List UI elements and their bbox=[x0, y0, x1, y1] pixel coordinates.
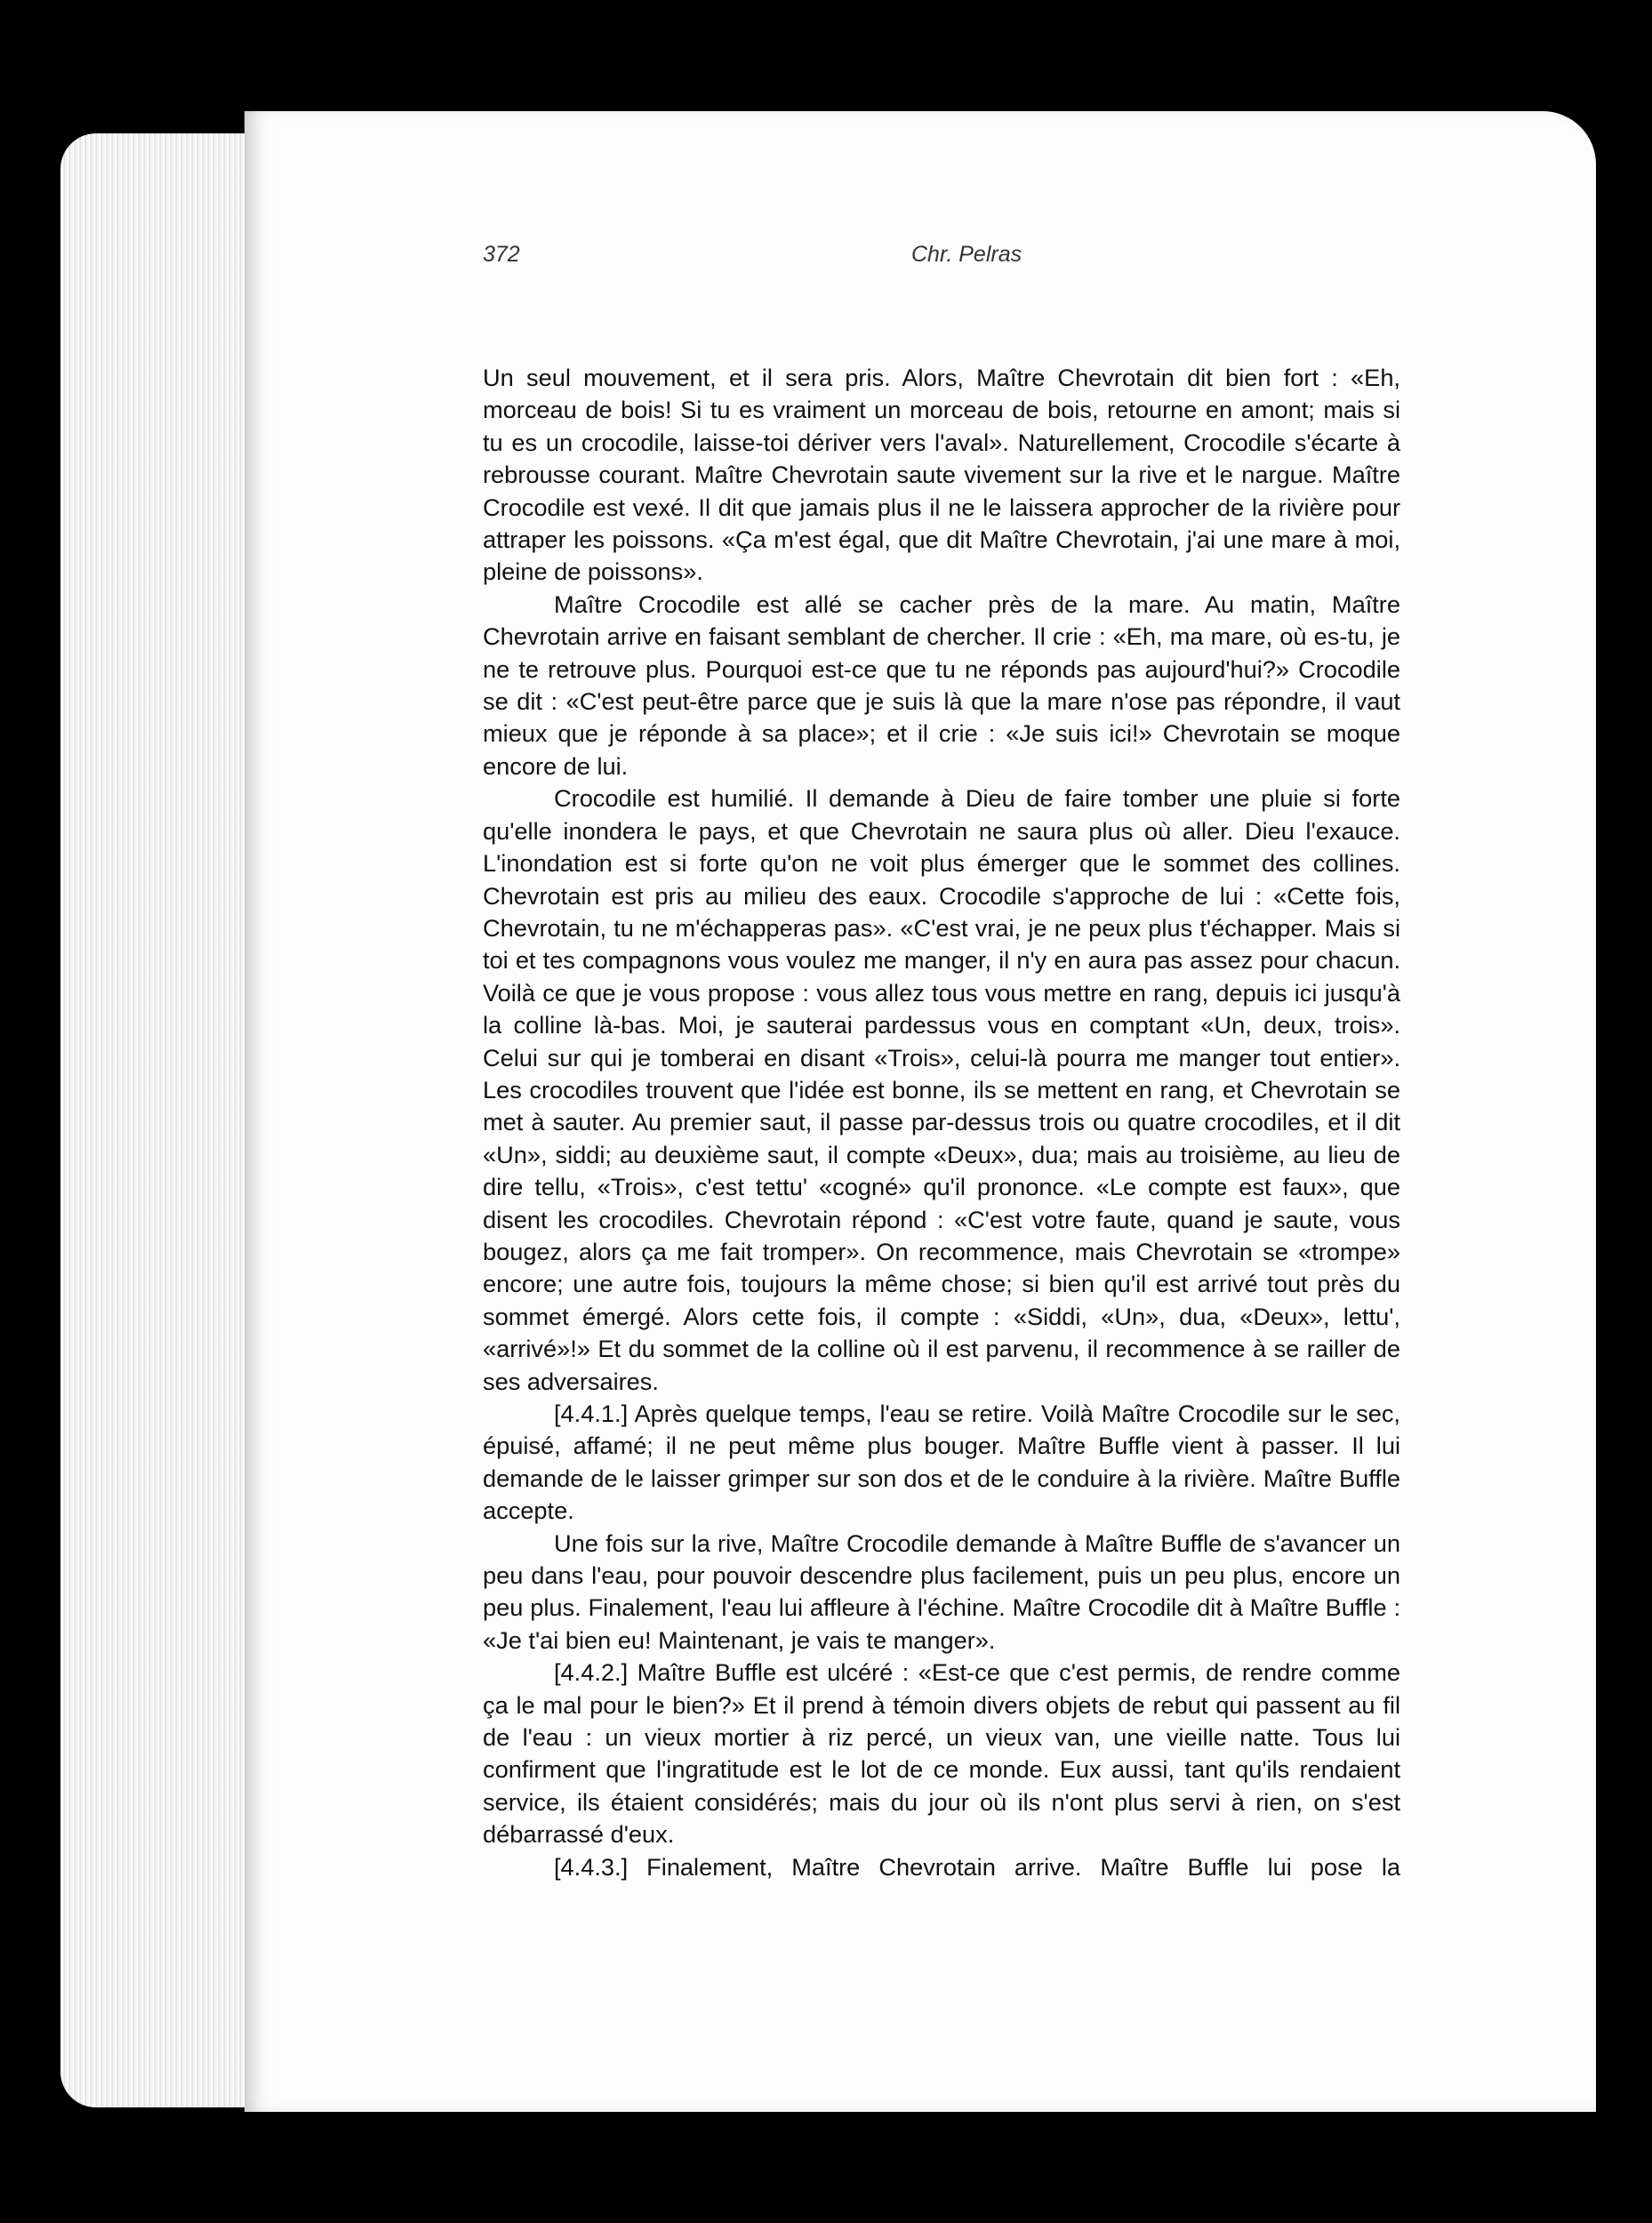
running-head: Chr. Pelras bbox=[911, 242, 1022, 267]
page-number: 372 bbox=[483, 242, 520, 267]
paragraph-5: Une fois sur la rive, Maître Crocodile demande à Maître Buffle de s'avancer un peu dans l'eau, pour pouvoir descendre plus facilement, puis un peu plus, encore un peu plus. Finalement, l'eau lui affleure à l'échine. Maître Crocodile dit à Maître Buffle : «Je t'ai bien eu! Maintenant, je vais te manger». bbox=[483, 1529, 1400, 1654]
paragraph-4: [4.4.1.] Après quelque temps, l'eau se retire. Voilà Maître Crocodile sur le sec, épuisé, affamé; il ne peut même plus bouger. Maître Buffle vient à passer. Il lui demande de le laisser grimper sur son dos et de le conduire à la rivière. Maître Buffle accepte. bbox=[483, 1400, 1400, 1525]
body-text bbox=[483, 362, 1400, 1883]
page-header bbox=[483, 242, 1414, 272]
paragraph-3: Crocodile est humilié. Il demande à Dieu de faire tomber une pluie si forte qu'elle inondera le pays, et que Chevrotain ne saura plus où aller. Dieu l'exauce. L'inondation est si forte qu'on ne voit plus émerger que le sommet des collines. Chevrotain est pris au milieu des eaux. Crocodile s'approche de lui : «Cette fois, Chevrotain, tu ne m'échapperas pas». «C'est vrai, je ne peux plus t'échapper. Mais si toi et tes compagnons vous voulez me manger, il n'y en aura pas assez pour chacun. Voilà ce que je vous propose : vous allez tous vous mettre en rang, depuis ici jusqu'à la colline là-bas. Moi, je sauterai pardessus vous en comptant «Un, deux, trois». Celui sur qui je tomberai en disant «Trois», celui-là pourra me manger tout entier». Les crocodiles trouvent que l'idée est bonne, ils se mettent en rang, et Chevrotain se met à sauter. Au premier saut, il passe par-dessus trois ou quatre crocodiles, et il dit «Un», siddi; au deuxième saut, il compte «Deux», dua; mais au troisième, au lieu de dire tellu, «Trois», c'est tettu' «cogné» qu'il prononce. «Le compte est faux», que disent les crocodiles. Chevrotain répond : «C'est votre faute, quand je saute, vous bougez, alors ça me fait tromper». On recommence, mais Chevrotain se «trompe» encore; une autre fois, toujours la même chose; si bien qu'il est arrivé tout près du sommet émergé. Alors cette fois, il compte : «Siddi, «Un», dua, «Deux», lettu', «arrivé»!» Et du sommet de la colline où il est parvenu, il recommence à se railler de ses adversaires. bbox=[483, 784, 1400, 1395]
paragraph-6: [4.4.2.] Maître Buffle est ulcéré : «Est-ce que c'est permis, de rendre comme ça le mal pour le bien?» Et il prend à témoin divers objets de rebut qui passent au fil de l'eau : un vieux mortier à riz percé, un vieux van, une vieille natte. Tous lui confirment que l'ingratitude est le lot de ce monde. Eux aussi, tant qu'ils rendaient service, ils étaient considérés; mais du jour où ils n'ont plus servi à rien, on s'est débarrassé d'eux. bbox=[483, 1658, 1400, 1849]
paragraph-2: Maître Crocodile est allé se cacher près de la mare. Au matin, Maître Chevrotain arrive en faisant semblant de chercher. Il crie : «Eh, ma mare, où es-tu, je ne te retrouve plus. Pourquoi est-ce que tu ne réponds pas aujourd'hui?» Crocodile se dit : «C'est peut-être parce que je suis là que la mare n'ose pas répondre, il vaut mieux que je réponde à sa place»; et il crie : «Je suis ici!» Chevrotain se moque encore de lui. bbox=[483, 590, 1400, 780]
paragraph-7: [4.4.3.] Finalement, Maître Chevrotain arrive. Maître Buffle lui pose la bbox=[554, 1852, 1400, 1881]
paragraph-1: Un seul mouvement, et il sera pris. Alors, Maître Chevrotain dit bien fort : «Eh, morceau de bois! Si tu es vraiment un morceau de bois, retourne en amont; mais si tu es un crocodile, laisse-toi dériver vers l'aval». Naturellement, Crocodile s'écarte à rebrousse courant. Maître Chevrotain saute vivement sur la rive et le nargue. Maître Crocodile est vexé. Il dit que jamais plus il ne le laissera approcher de la rivière pour attraper les poissons. «Ça m'est égal, que dit Maître Chevrotain, j'ai une mare à moi, pleine de poissons». bbox=[483, 364, 1400, 586]
